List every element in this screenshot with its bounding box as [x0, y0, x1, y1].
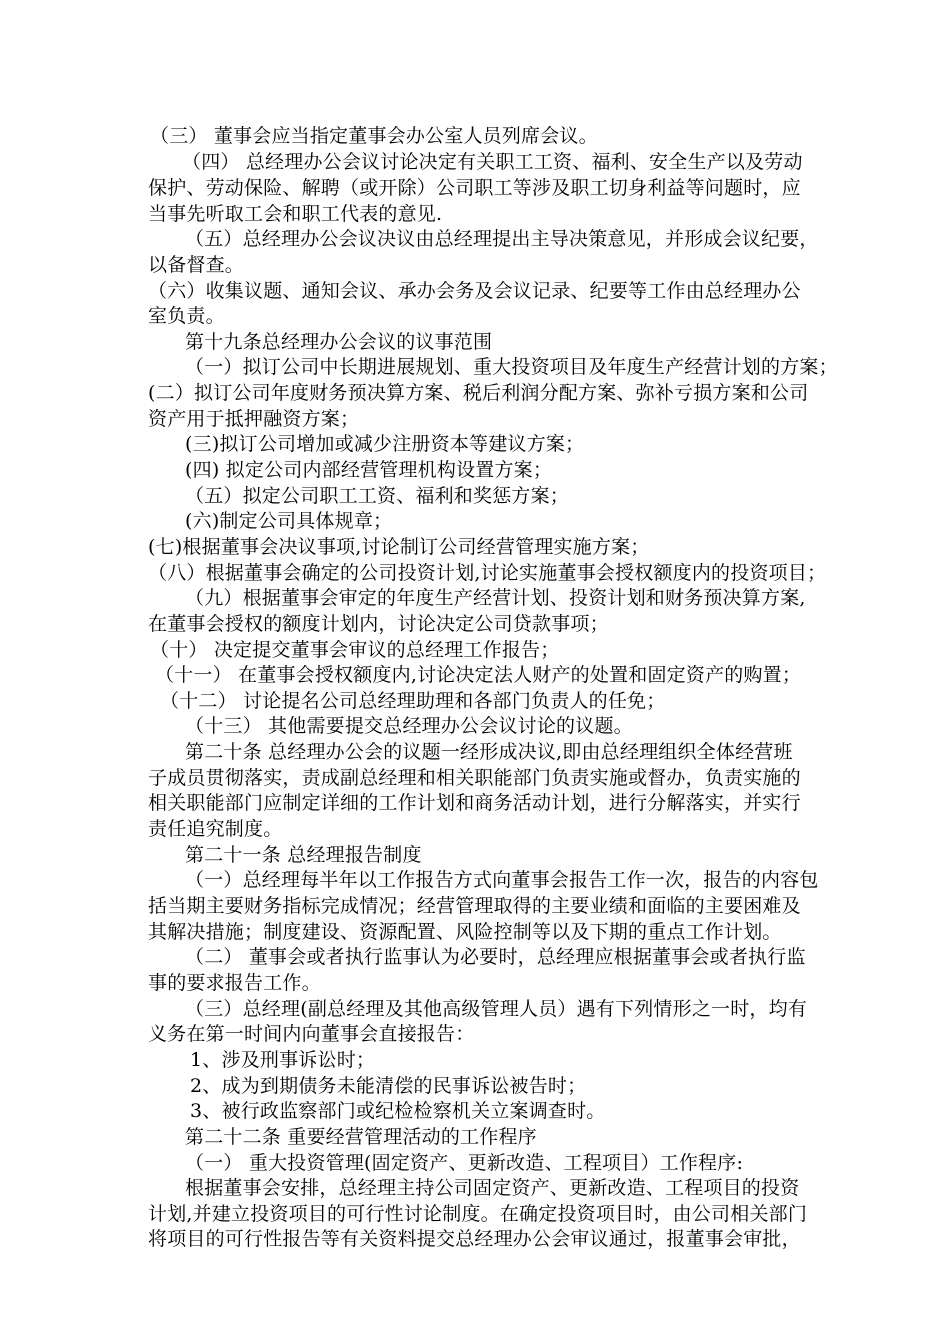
- text-line: （十二） 讨论提名公司总经理助理和各部门负责人的任免；: [160, 690, 666, 712]
- text-line: （十三） 其他需要提交总经理办公会议讨论的议题。: [185, 715, 633, 737]
- text-line: 将项目的可行性报告等有关资料提交总经理办公会审议通过，报董事会审批，: [148, 1228, 801, 1250]
- text-line: （五）拟定公司职工工资、福利和奖惩方案；: [185, 485, 570, 507]
- list-item: 2、成为到期债务未能清偿的民事诉讼被告时；: [190, 1075, 587, 1097]
- text-line: （六）收集议题、通知会议、承办会务及会议记录、纪要等工作由总经理办公: [148, 280, 801, 302]
- text-line: 责任追究制度。: [148, 818, 283, 840]
- text-line: 子成员贯彻落实，责成副总经理和相关职能部门负责实施或督办，负责实施的: [148, 767, 801, 789]
- text-line: 当事先听取工会和职工代表的意见.: [148, 203, 443, 225]
- text-line: 以备督查。: [148, 254, 245, 276]
- text-line: (六)制定公司具体规章；: [185, 510, 393, 532]
- text-line: （五）总经理办公会议决议由总经理提出主导决策意见，并形成会议纪要，: [185, 228, 819, 250]
- text-line: （十一） 在董事会授权额度内,讨论决定法人财产的处置和固定资产的购置；: [155, 664, 802, 686]
- text-line: 计划,并建立投资项目的可行性讨论制度。在确定投资项目时，由公司相关部门: [148, 1203, 808, 1225]
- text-line: 括当期主要财务指标完成情况；经营管理取得的主要业绩和面临的主要困难及: [148, 895, 801, 917]
- text-line: 根据董事会安排，总经理主持公司固定资产、更新改造、工程项目的投资: [185, 1177, 800, 1199]
- section-heading: 第二十二条 重要经营管理活动的工作程序: [185, 1126, 537, 1148]
- text-line: （一）总经理每半年以工作报告方式向董事会报告工作一次，报告的内容包: [185, 869, 819, 891]
- text-line: （二） 董事会或者执行监事认为必要时，总经理应根据董事会或者执行监: [185, 946, 806, 968]
- text-line: 其解决措施；制度建设、资源配置、风险控制等以及下期的重点工作计划。: [148, 921, 782, 943]
- text-line: (七)根据董事会决议事项,讨论制订公司经营管理实施方案；: [148, 536, 650, 558]
- list-item: 3、被行政监察部门或纪检检察机关立案调查时。: [190, 1100, 606, 1122]
- text-line: （九）根据董事会审定的年度生产经营计划、投资计划和财务预决算方案,: [185, 587, 806, 609]
- text-line: (三)拟订公司增加或减少注册资本等建议方案；: [185, 433, 585, 455]
- text-line: （一）拟订公司中长期进展规划、重大投资项目及年度生产经营计划的方案；: [185, 356, 838, 378]
- text-line: （三） 董事会应当指定董事会办公室人员列席会议。: [150, 125, 598, 147]
- text-line: 资产用于抵押融资方案；: [148, 408, 360, 430]
- text-line: 室负责。: [148, 305, 225, 327]
- section-heading: 第二十条 总经理办公会的议题一经形成决议,即由总经理组织全体经营班: [185, 741, 793, 763]
- text-line: (四) 拟定公司内部经营管理机构设置方案；: [185, 459, 553, 481]
- text-line: 相关职能部门应制定详细的工作计划和商务活动计划，进行分解落实，并实行: [148, 792, 801, 814]
- text-line: 保护、劳动保险、解聘（或开除）公司职工等涉及职工切身利益等问题时，应: [148, 177, 801, 199]
- text-line: （一） 重大投资管理(固定资产、更新改造、工程项目）工作程序:: [185, 1152, 744, 1174]
- text-line: 事的要求报告工作。: [148, 972, 321, 994]
- text-line: （八）根据董事会确定的公司投资计划,讨论实施董事会授权额度内的投资项目；: [148, 562, 827, 584]
- text-line: 在董事会授权的额度计划内，讨论决定公司贷款事项；: [148, 613, 609, 635]
- section-heading: 第二十一条 总经理报告制度: [185, 844, 422, 866]
- section-heading: 第十九条总经理办公会议的议事范围: [185, 331, 493, 353]
- text-line: 义务在第一时间内向董事会直接报告：: [148, 1023, 475, 1045]
- text-line: (二）拟订公司年度财务预决算方案、税后利润分配方案、弥补亏损方案和公司: [148, 382, 809, 404]
- list-item: 1、涉及刑事诉讼时；: [190, 1049, 376, 1071]
- text-line: （三）总经理(副总经理及其他高级管理人员）遇有下列情形之一时，均有: [185, 998, 808, 1020]
- text-line: （四） 总经理办公会议讨论决定有关职工工资、福利、安全生产以及劳动: [182, 151, 803, 173]
- text-line: （十） 决定提交董事会审议的总经理工作报告；: [150, 639, 560, 661]
